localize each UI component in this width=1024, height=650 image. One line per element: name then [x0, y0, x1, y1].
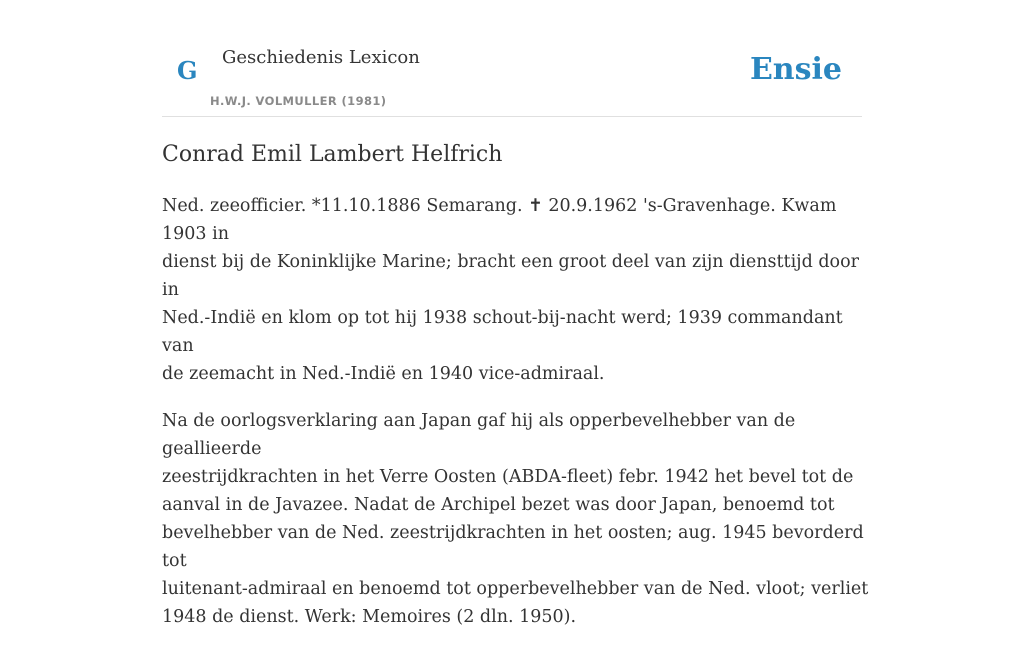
lexicon-header: [162, 0, 862, 117]
article-title: Conrad Emil Lambert Helfrich: [162, 142, 503, 167]
article-body: [162, 192, 874, 650]
lexicon-title-link[interactable]: Geschiedenis Lexicon: [222, 47, 420, 68]
lexicon-logo-icon[interactable]: G: [177, 56, 198, 85]
ensie-logo-link[interactable]: Ensie: [749, 52, 842, 87]
article-paragraph: Ned. zeeofficier. *11.10.1886 Semarang. ✝ 20.9.1962 's-Gravenhage. Kwam 1903 in dienst bij de Koninklijke Marine; bracht een groot deel van zijn diensttijd door in Ned.-Indië en klom op tot hij 1938 schout-bij-nacht werd; 1939 commandant van de zeemacht in Ned.-Indië en 1940 vice-admiraal.: [162, 196, 859, 384]
article-paragraph: Na de oorlogsverklaring aan Japan gaf hij als opperbevelhebber van de geallieerde zeestrijdkrachten in het Verre Oosten (ABDA-fleet) febr. 1942 het bevel tot de aanval in de Javazee. Nadat de Archipel bezet was door Japan, benoemd tot bevelhebber van de Ned. zeestrijdkrachten in het oosten; aug. 1945 bevorderd tot luitenant-admiraal en benoemd tot opperbevelhebber van de Ned. vloot; verliet 1948 de dienst. Werk: Memoires (2 dln. 1950).: [162, 411, 869, 627]
author-link[interactable]: H.W.J. VOLMULLER (1981): [210, 94, 387, 108]
